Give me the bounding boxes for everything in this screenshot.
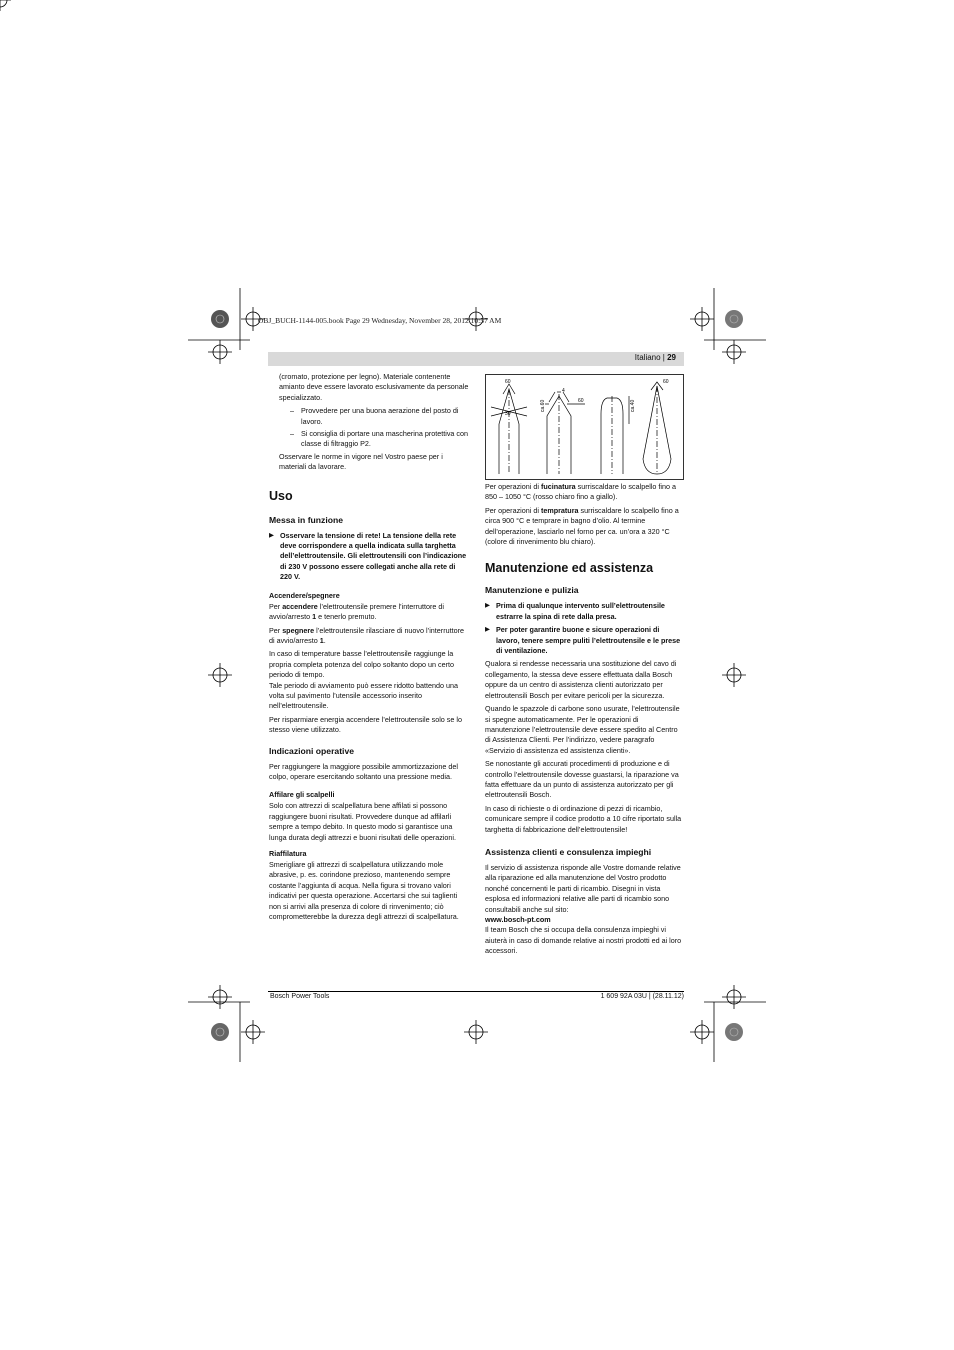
indicazioni-heading: Indicazioni operative [269,745,355,756]
temperature-text: In caso di temperature basse l’elettroutensile raggiunge la propria completa potenza del colpo soltanto dopo un certo periodo di tempo. [269,649,455,680]
affilare-text: Solo con attrezzi di scalpellatura bene affilati si possono raggiungere buoni risultati. Provvedere dunque ad affilarli sempre a tempo debito. In questo modo si garantisce una lunga durata degli attrezzi e buoni risultati delle operazioni. [269,801,456,842]
dash-text: Si consiglia di portare una mascherina protettiva con classe di filtraggio P2. [301,429,469,449]
dash-item: – Si consiglia di portare una mascherina protettiva con classe di filtraggio P2. [290,429,469,449]
spina-bullet [485,601,684,622]
energia-text: Per risparmiare energia accendere l’elettroutensile solo se lo stesso viene utilizzato. [269,714,462,735]
angle-label: 60 [505,379,511,385]
accendere-text: Per accendere l’elettroutensile premere l’interruttore di avvio/arresto 1 e tenerlo premuto. [269,601,444,622]
triangle-icon: ▶ [485,602,490,610]
page-number: 29 [667,353,676,362]
intro-text: (cromato, protezione per legno). Materiale contenente amianto deve essere lavorato esclusivamente da personale specializzato. [279,372,469,402]
assistenza-text: Il servizio di assistenza risponde alle Vostre domande relative alla riparazione ed alla manutenzione del Vostro prodotto nonché concernenti le parti di ricambio. Disegni in vista esplosa ed informazioni relative alle parti di ricambio sono consultabili anche sul sito: [485,862,681,914]
angle-label: 60 [578,398,584,404]
footer-left: Bosch Power Tools [270,993,330,1000]
messa-heading: Messa in funzione [269,514,344,525]
spazzole-text: Quando le spazzole di carbone sono usurate, l’elettroutensile si spegne automaticamente. Per le operazioni di manutenzione l’elettroutensile deve essere spedito al Centro di Assistenza Clienti. Per l’indirizzo, vedere paragrafo «Servizio di assistenza ed assistenza clienti». [485,704,680,755]
left-column [269,372,469,925]
header-separator: | [660,353,668,362]
assistenza-heading: Assistenza clienti e consulenza impieghi [485,846,652,857]
manutenzione-heading: Manutenzione ed assistenza [485,561,654,576]
pulizia-text: Per poter garantire buone e sicure operazioni di lavoro, tenere sempre puliti l’elettroutensile e le prese di ventilazione. [496,625,681,656]
riaffilatura-text: Smerigliare gli attrezzi di scalpellatura utilizzando mole abrasive, p. es. corindone prezioso, mantenendo sempre costante l’aggiunta di acqua. Nella figura si trovano valori indicativi per questa operazione. Accertarsi che sui taglienti non si arrivi alla presenza di colore di rinvenimento; ciò comprometterebbe la durezza degli attrezzi di scalpellatura. [269,860,459,922]
ammortizzazione-text: Per raggiungere la maggiore possibile ammortizzazione del colpo, operare esercitando soltanto una pressione media. [269,761,458,781]
header-bar [268,352,684,366]
norme-text: Osservare le norme in vigore nel Vostro paese per i materiali da lavorare. [279,451,443,472]
file-header: OBJ_BUCH-1144-005.book Page 29 Wednesday, November 28, 2012 10:57 AM [258,316,502,325]
tensione-text: Osservare la tensione di rete! La tensione della rete deve corrispondere a quella indicata sulla targhetta dell’elettroutensile. Gli elettroutensili con l’indicazione di 230 V possono essere collegati anche alla rete di 220 V. [280,530,467,582]
spina-text: Prima di qualunque intervento sull’elettroutensile estrarre la spina di rete dalla presa. [496,601,665,621]
affilare-heading: Affilare gli scalpelli [269,790,335,800]
right-column [485,482,684,960]
avviamento-text: Tale periodo di avviamento può essere ridotto battendo una volta sul pavimento l’utensile accessorio inserito nell’elettroutensile. [269,680,458,711]
length-label: ca.40 [630,399,636,412]
dash-text: Provvedere per una buona aerazione del posto di lavoro. [301,406,459,426]
triangle-icon: ▶ [269,531,274,539]
angle-label: 30 [505,411,511,417]
chisel-figure [485,374,684,480]
length-label: ca.60 [540,399,546,412]
angle-label: 60 [663,379,669,385]
guasto-text: Se nonostante gli accurati procedimenti di produzione e di controllo l’elettroutensile dovesse guastarsi, la riparazione va fatta effettuare da un punto di assistenza autorizzato per gli elettroutensili Bosch. [485,759,679,800]
footer-right: 1 609 92A 03U | (28.11.12) [600,993,684,1000]
dash-item: – Provvedere per una buona aerazione del posto di lavoro. [290,406,459,426]
spegnere-text: Per spegnere l’elettroutensile rilasciare di nuovo l’interruttore di avvio/arresto 1. [269,625,464,645]
riaffilatura-heading: Riaffilatura [269,849,307,858]
accendere-heading: Accendere/spegnere [269,590,340,600]
footer-rule [268,991,684,992]
header-text [635,353,676,362]
header-language: Italiano [634,353,661,362]
pulizia-bullet [485,625,684,656]
tensione-bullet [269,531,469,583]
ricambi-text: In caso di richieste o di ordinazione di pezzi di ricambio, comunicare sempre il codice prodotto a 10 cifre riportato sulla targhetta di fabbricazione dell’elettroutensile! [485,803,682,834]
section-uso-heading: Uso [269,488,293,503]
width-label: 4 [562,388,565,394]
team-text: Il team Bosch che si occupa della consulenza impieghi vi aiuterà in caso di domande relative ai nostri prodotti ed ai loro accessori. [485,925,682,956]
tempratura-text: Per operazioni di tempratura surriscaldare lo scalpello fino a circa 900 °C e temprare in bagno d’olio. Al termine dell’operazione, lasciarlo nel forno per ca. un’ora a 320 °C (colore di rinvenimento blu chiaro). [485,505,679,547]
cavo-text: Qualora si rendesse necessaria una sostituzione del cavo di collegamento, la stessa deve essere effettuata dalla Bosch oppure da un centro di assistenza clienti autorizzato per elettroutensili Bosch per evitare pericoli per la sicurezza. [485,659,677,700]
bosch-url-link[interactable]: www.bosch-pt.com [485,915,551,924]
triangle-icon: ▶ [485,626,490,634]
fucinatura-text: Per operazioni di fucinatura surriscaldare lo scalpello fino a 850 – 1050 °C (rosso chiaro fino a giallo). [485,482,676,502]
pulizia-heading: Manutenzione e pulizia [485,585,579,596]
